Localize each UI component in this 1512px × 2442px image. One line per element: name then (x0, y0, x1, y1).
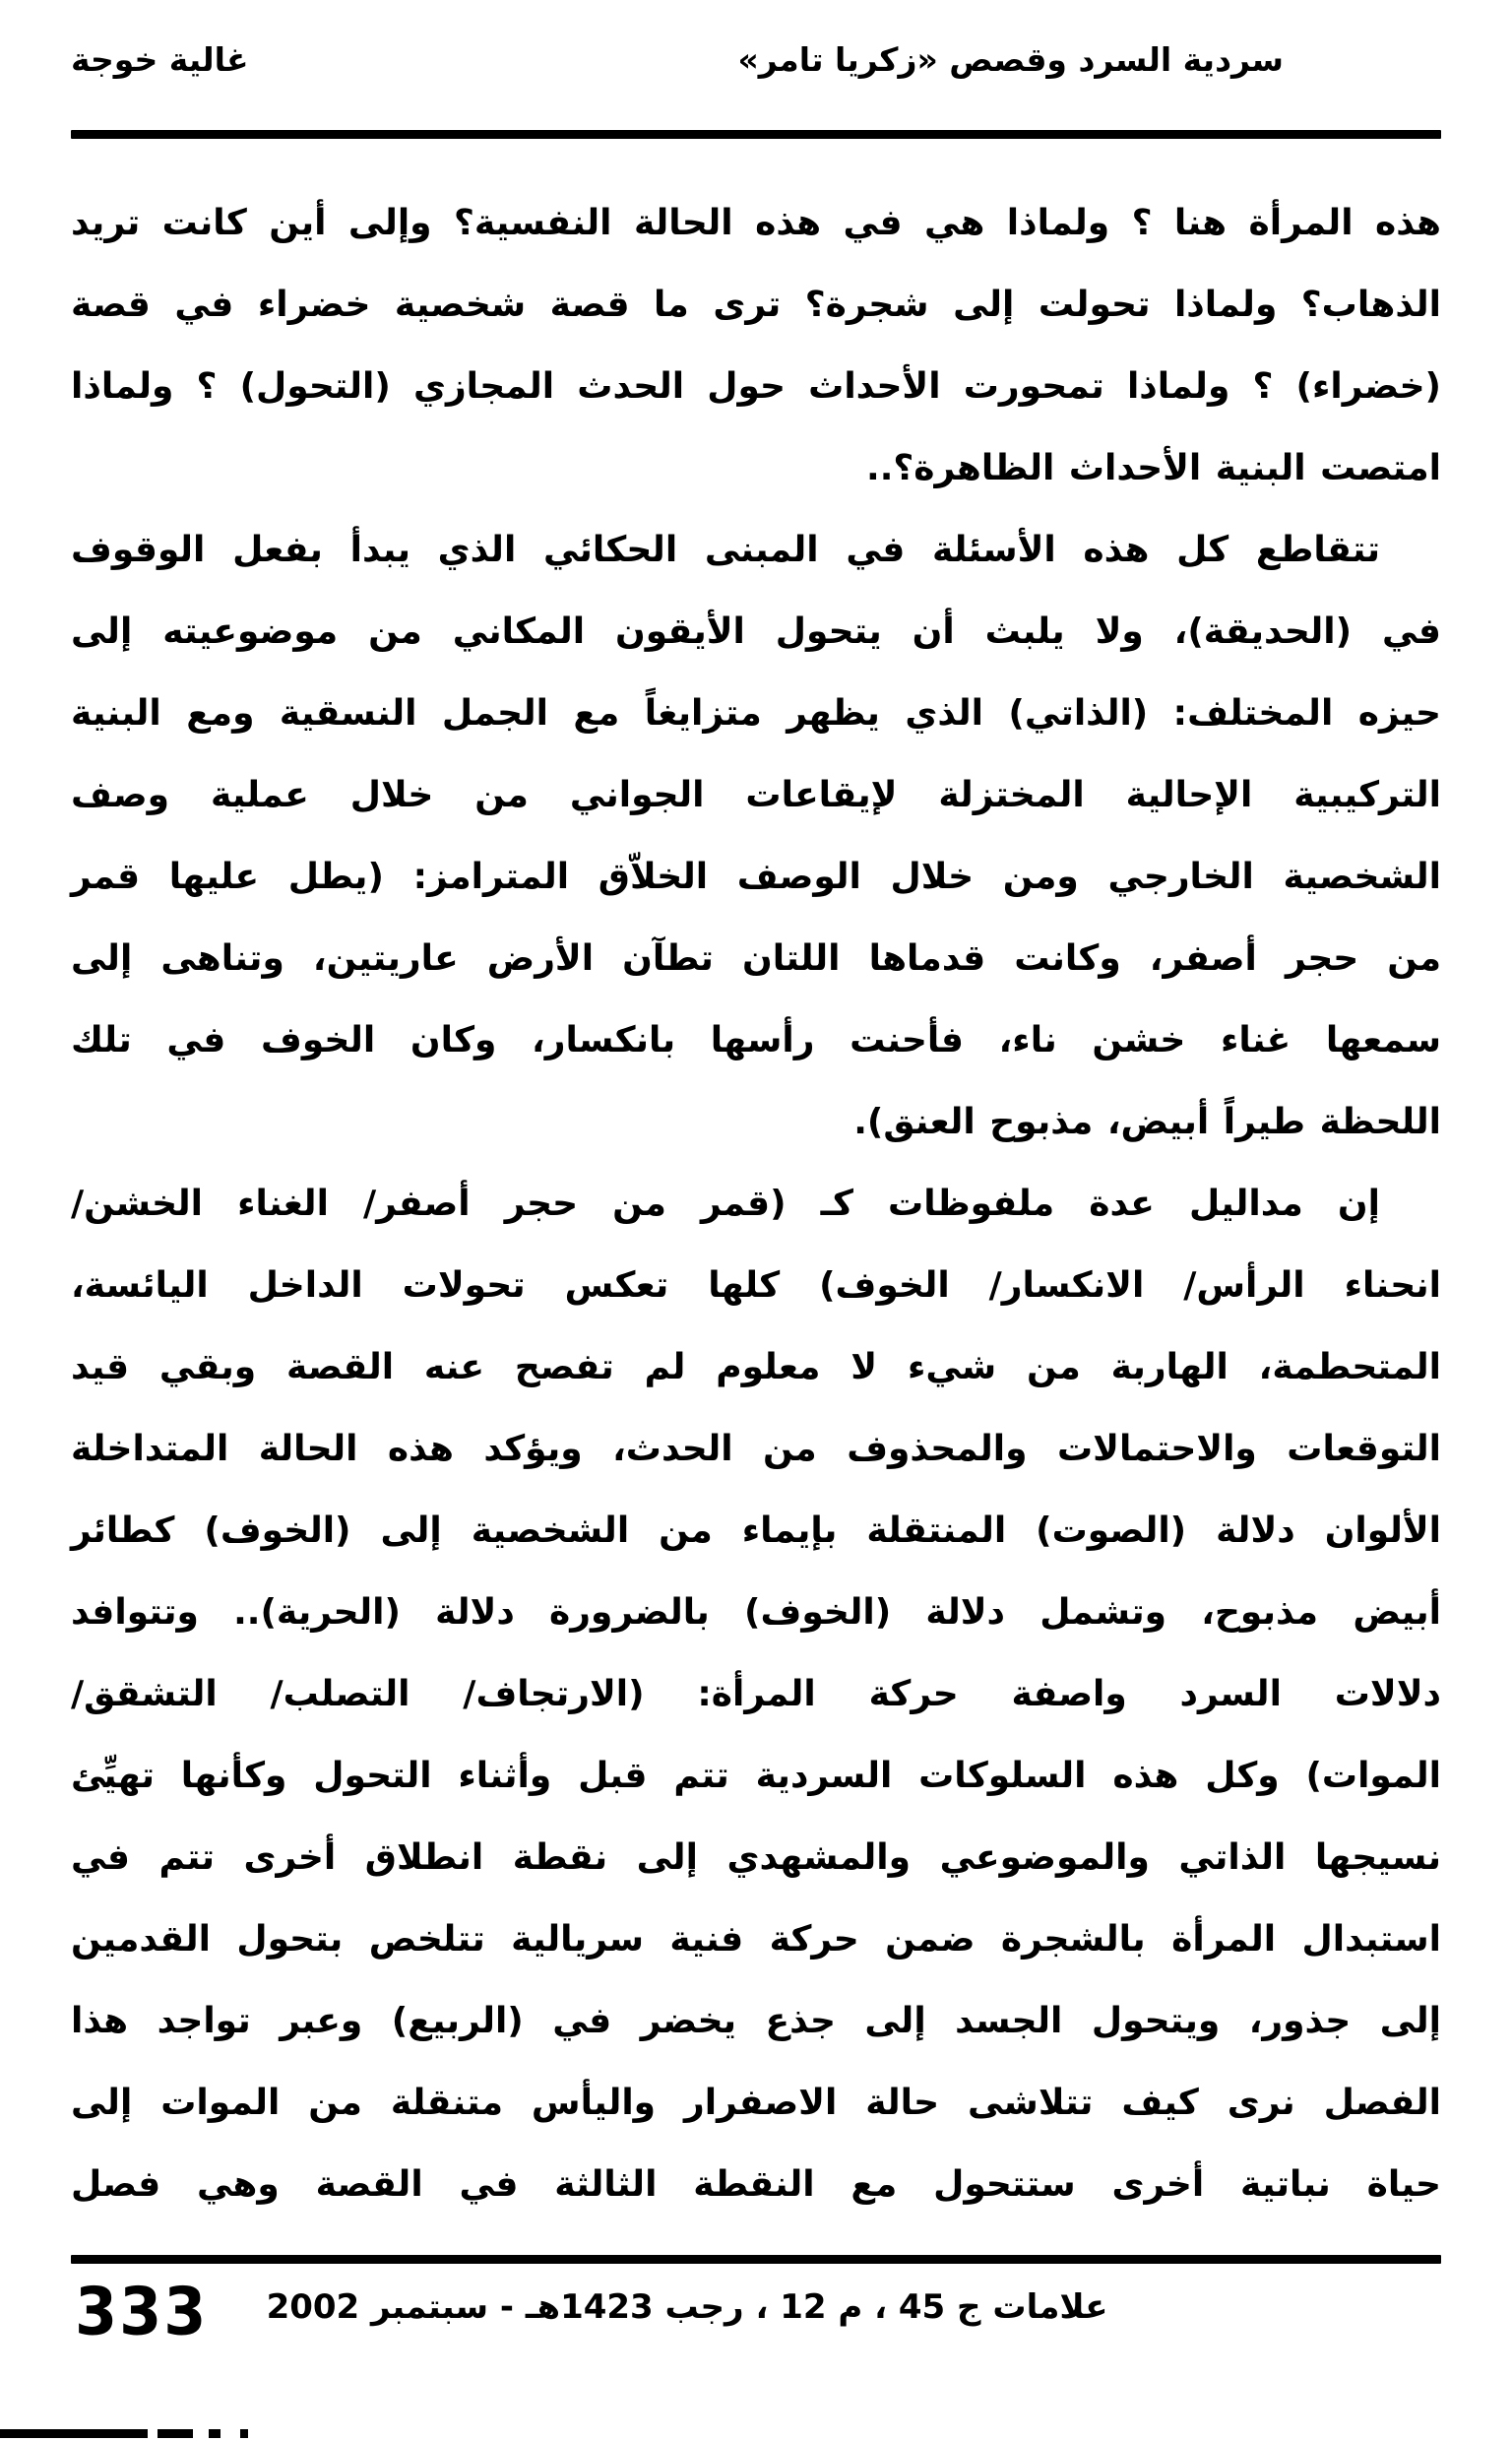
text-line: الموات) وكل هذه السلوكات السردية تتم قبل وأثناء التحول وكأنها تهيِّئ (71, 1756, 1441, 1796)
text-line: الذهاب؟ ولماذا تحولت إلى شجرة؟ ترى ما قصة شخصية خضراء في قصة (71, 285, 1441, 325)
text-line: انحناء الرأس/ الانكسار/ الخوف) كلها تعكس تحولات الداخل اليائسة، (71, 1265, 1441, 1306)
header-rule (71, 130, 1441, 139)
text-line: هذه المرأة هنا ؟ ولماذا هي في هذه الحالة النفسية؟ وإلى أين كانت تريد (71, 203, 1441, 243)
journal-citation: علامات ج 45 ، م 12 ، رجب 1423هـ - سبتمبر 2002 (266, 2287, 1108, 2327)
page-body (71, 182, 1441, 2225)
text-line: دلالات السرد واصفة حركة المرأة: (الارتجاف/ التصلب/ التشقق/ (71, 1674, 1441, 1714)
text-line: نسيجها الذاتي والموضوعي والمشهدي إلى نقطة انطلاق أخرى تتم في (71, 1837, 1441, 1878)
text-line: حيزه المختلف: (الذاتي) الذي يظهر متزايغاً مع الجمل النسقية ومع البنية (71, 693, 1441, 734)
footer-rule (71, 2255, 1441, 2264)
scan-artifact (0, 2429, 295, 2438)
text-line: أبيض مذبوح، وتشمل دلالة (الخوف) بالضرورة دلالة (الحرية).. وتتوافد (71, 1592, 1441, 1633)
page-number: 333 (75, 2273, 209, 2350)
paragraph (71, 1163, 1441, 2225)
text-line: الفصل نرى كيف تتلاشى حالة الاصفرار واليأس متنقلة من الموات إلى (71, 2083, 1441, 2123)
text-line: الألوان دلالة (الصوت) المنتقلة بإيماء من الشخصية إلى (الخوف) كطائر (71, 1510, 1441, 1551)
text-line: من حجر أصفر، وكانت قدماها اللتان تطآن الأرض عاريتين، وتناهى إلى (71, 938, 1441, 979)
text-line: استبدال المرأة بالشجرة ضمن حركة فنية سريالية تتلخص بتحول القدمين (71, 1919, 1441, 1960)
page-header (71, 26, 1441, 95)
text-line: المتحطمة، الهاربة من شيء لا معلوم لم تفصح عنه القصة وبقي قيد (71, 1347, 1441, 1387)
text-line: الشخصية الخارجي ومن خلال الوصف الخلاّق المترامز: (يطل عليها قمر (71, 857, 1441, 897)
paragraph (71, 509, 1441, 1163)
running-title: سردية السرد وقصص «زكريا تامر» (737, 40, 1284, 79)
paragraph (71, 182, 1441, 509)
text-line: اللحظة طيراً أبيض، مذبوح العنق). (853, 1102, 1441, 1142)
text-line: (خضراء) ؟ ولماذا تمحورت الأحداث حول الحدث المجازي (التحول) ؟ ولماذا (71, 366, 1441, 407)
text-line: إلى جذور، ويتحول الجسد إلى جذع يخضر في (الربيع) وعبر تواجد هذا (71, 2001, 1441, 2041)
text-line: سمعها غناء خشن ناء، فأحنت رأسها بانكسار، وكان الخوف في تلك (71, 1020, 1441, 1060)
author-name: غالية خوجة (71, 40, 249, 79)
text-line: تتقاطع كل هذه الأسئلة في المبنى الحكائي الذي يبدأ بفعل الوقوف (71, 530, 1380, 570)
text-line: في (الحديقة)، ولا يلبث أن يتحول الأيقون المكاني من موضوعيته إلى (71, 611, 1441, 652)
text-line: التركيبية الإحالية المختزلة لإيقاعات الجواني من خلال عملية وصف (71, 775, 1441, 815)
text-line: امتصت البنية الأحداث الظاهرة؟.. (866, 448, 1441, 488)
text-line: التوقعات والاحتمالات والمحذوف من الحدث، ويؤكد هذه الحالة المتداخلة (71, 1429, 1441, 1469)
text-line: إن مداليل عدة ملفوظات كـ (قمر من حجر أصفر/ الغناء الخشن/ (71, 1184, 1380, 1224)
page-footer (71, 2273, 1441, 2364)
text-line: حياة نباتية أخرى ستتحول مع النقطة الثالثة في القصة وهي فصل (71, 2164, 1441, 2205)
